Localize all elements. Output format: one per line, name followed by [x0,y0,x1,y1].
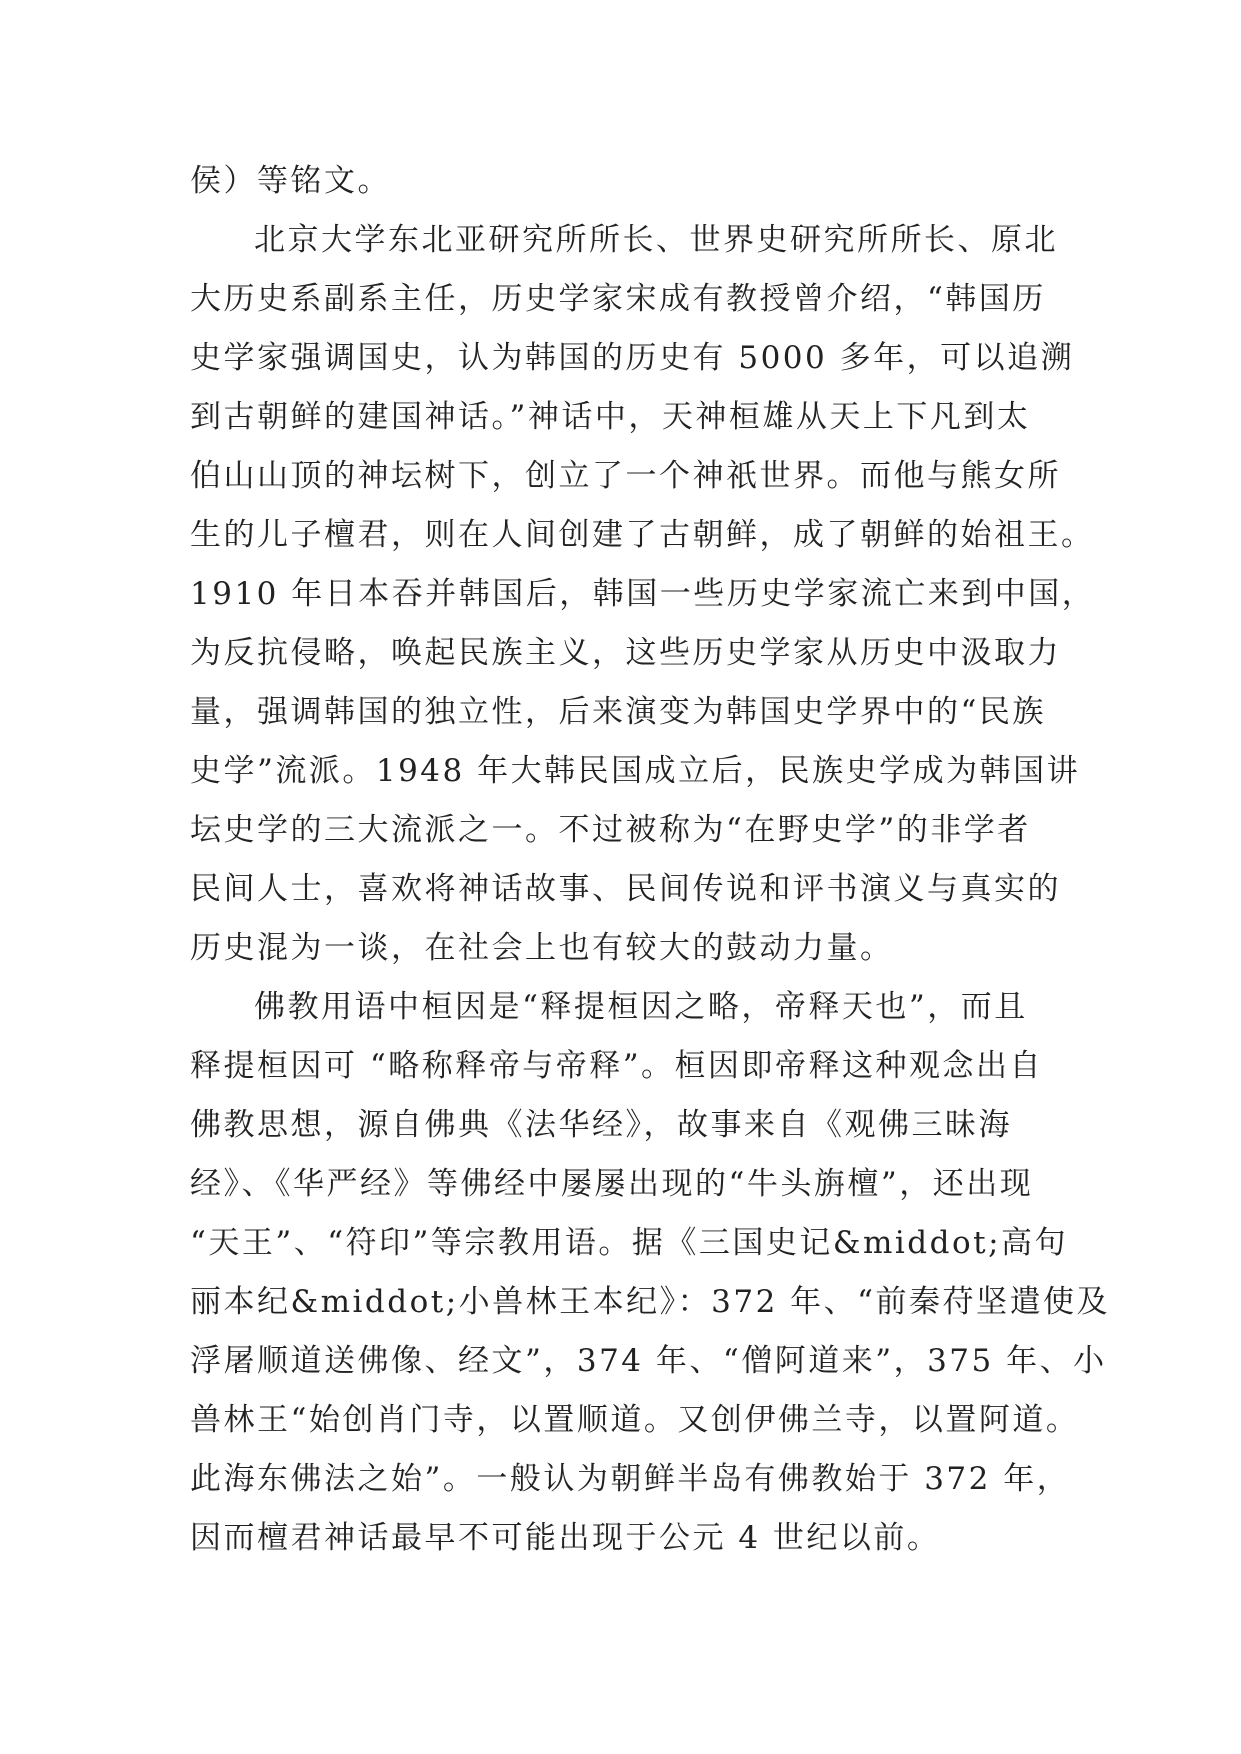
text-line: 因而檀君神话最早不可能出现于公元 4 世纪以前。 [190,1520,941,1556]
text-line: 到古朝鲜的建国神话。”神话中，天神桓雄从天上下凡到太 [190,399,1031,435]
text-line: 浮屠顺道送佛像、经文”，374 年、“僧阿道来”，375 年、小 [190,1343,1107,1379]
text-line: 经》、《华严经》等佛经中屡屡出现的“牛头旃檀”，还出现 [190,1166,1034,1202]
text-line: 侯）等铭文。 [190,163,391,199]
text-line: 史学家强调国史，认为韩国的历史有 5000 多年，可以追溯 [190,340,1075,376]
text-line: 丽本纪&middot;小兽林王本纪》：372 年、“前秦苻坚遣使及 [190,1284,1111,1320]
text-line: 此海东佛法之始”。一般认为朝鲜半岛有佛教始于 372 年， [190,1461,1071,1497]
text-line: 佛教思想，源自佛典《法华经》，故事来自《观佛三昧海 [190,1107,1012,1143]
text-line: 史学”流派。1948 年大韩民国成立后，民族史学成为韩国讲 [190,753,1081,789]
paragraph-first-line: 佛教用语中桓因是“释提桓因之略，帝释天也”，而且 [254,989,1028,1025]
text-line: 民间人士，喜欢将神话故事、民间传说和评书演义与真实的 [190,871,1061,907]
text-line: 历史混为一谈，在社会上也有较大的鼓动力量。 [190,930,894,966]
body-text [190,152,1111,1568]
text-line: 坛史学的三大流派之一。不过被称为“在野史学”的非学者 [190,812,1031,848]
text-line: 生的儿子檀君，则在人间创建了古朝鲜，成了朝鲜的始祖王。 [190,517,1095,553]
text-line: 兽林王“始创肖门寺，以置顺道。又创伊佛兰寺，以置阿道。 [190,1402,1080,1438]
text-line: 大历史系副系主任，历史学家宋成有教授曾介绍，“韩国历 [190,281,1046,317]
text-line: 1910 年日本吞并韩国后，韩国一些历史学家流亡来到中国， [190,576,1096,612]
text-line: “天王”、“符印”等宗教用语。据《三国史记&middot;高句 [190,1225,1069,1261]
text-line: 量，强调韩国的独立性，后来演变为韩国史学界中的“民族 [190,694,1046,730]
text-line: 释提桓因可 “略称释帝与帝释”。桓因即帝释这种观念出自 [190,1048,1044,1084]
text-line: 为反抗侵略，唤起民族主义，这些历史学家从历史中汲取力 [190,635,1061,671]
text-line: 伯山山顶的神坛树下，创立了一个神祇世界。而他与熊女所 [190,458,1061,494]
paragraph-first-line: 北京大学东北亚研究所所长、世界史研究所所长、原北 [254,222,1058,258]
